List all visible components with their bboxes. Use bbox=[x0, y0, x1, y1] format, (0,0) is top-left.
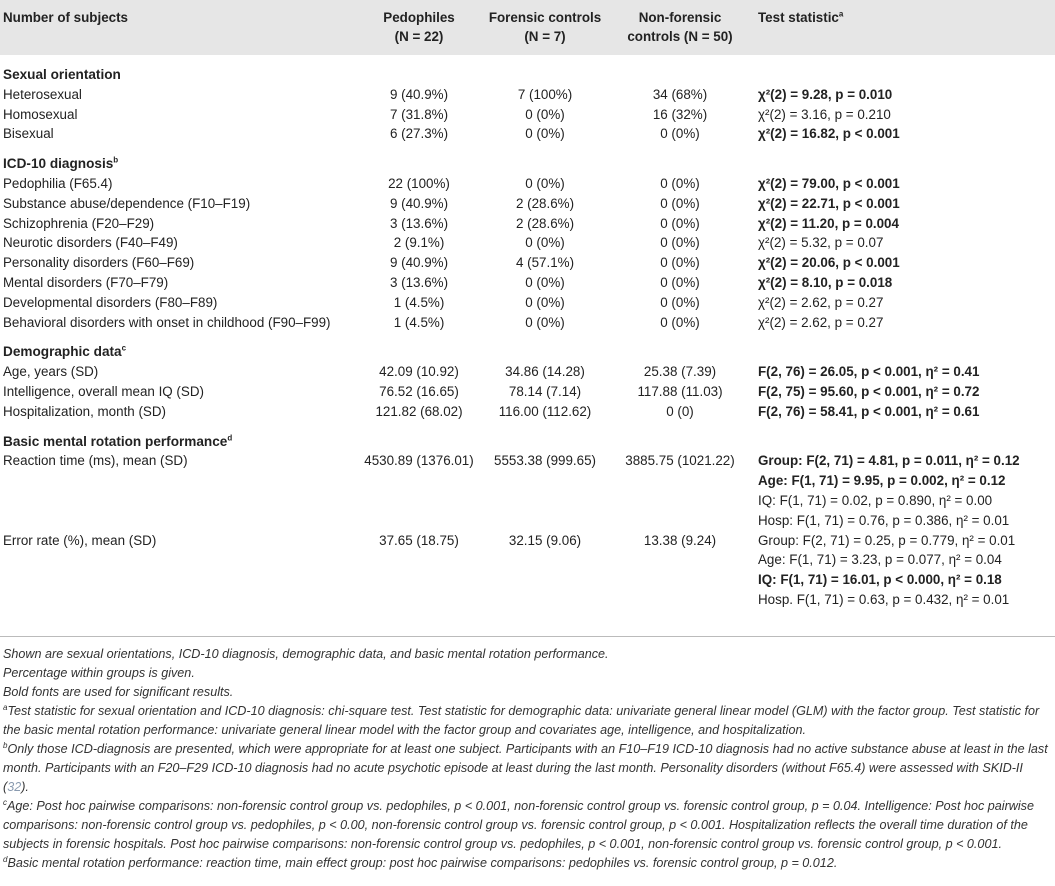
row-label: Error rate (%), mean (SD) bbox=[3, 532, 157, 548]
cell-forensic-controls: 34.86 (14.28) bbox=[505, 364, 585, 380]
stat-line: Age: F(1, 71) = 9.95, p = 0.002, η² = 0.12 bbox=[758, 473, 1006, 489]
cell-non-forensic-controls: 0 (0%) bbox=[660, 126, 700, 142]
header-subjects: Number of subjects bbox=[0, 0, 358, 55]
row-label: Bisexual bbox=[3, 126, 54, 142]
cell-forensic-controls: 0 (0%) bbox=[525, 314, 565, 330]
row-label: Behavioral disorders with onset in childhood (F90–F99) bbox=[3, 314, 331, 330]
stat-line: IQ: F(1, 71) = 16.01, p < 0.000, η² = 0.18 bbox=[758, 572, 1002, 588]
cell-non-forensic-controls: 117.88 (11.03) bbox=[637, 383, 723, 399]
cell-pedophiles: 9 (40.9%) bbox=[389, 86, 449, 102]
cell-test-statistic: χ²(2) = 2.62, p = 0.27 bbox=[758, 294, 884, 310]
table-row bbox=[0, 85, 1055, 105]
table-notes bbox=[0, 636, 1055, 873]
header-non-forensic-controls: Non-forensic controls (N = 50) bbox=[610, 0, 750, 55]
table-row bbox=[0, 105, 1055, 125]
table-row bbox=[0, 362, 1055, 382]
footnote-a: $^a$Test statistic for sexual orientation and ICD-10 diagnosis: chi-square test. Test statistic for demographic data: univariate general linear model (GLM) with the factor group. Test statistic for the basic mental rotation performance: univariate general linear model with the factor group and covariates age, intelligence, and hospitalization. bbox=[3, 702, 1040, 737]
table-row bbox=[0, 402, 1055, 422]
stat-line: IQ: F(1, 71) = 0.02, p = 0.890, η² = 0.00 bbox=[758, 492, 993, 508]
cell-forensic-controls: 2 (28.6%) bbox=[515, 195, 575, 211]
cell-forensic-controls: 0 (0%) bbox=[525, 126, 565, 142]
cell-pedophiles: 42.09 (10.92) bbox=[379, 364, 459, 380]
cell-pedophiles: 2 (9.1%) bbox=[393, 235, 445, 251]
cell-forensic-controls: 5553.38 (999.65) bbox=[494, 453, 596, 469]
row-label: Mental disorders (F70–F79) bbox=[3, 274, 169, 290]
cell-non-forensic-controls: 0 (0%) bbox=[660, 255, 700, 271]
row-label: Personality disorders (F60–F69) bbox=[3, 255, 195, 271]
cell-forensic-controls: 116.00 (112.62) bbox=[498, 403, 592, 419]
table-row bbox=[0, 293, 1055, 313]
table-row bbox=[0, 313, 1055, 333]
cell-non-forensic-controls: 0 (0%) bbox=[660, 215, 700, 231]
cell-test-statistic: χ²(2) = 79.00, p < 0.001 bbox=[758, 175, 900, 191]
note-2: Percentage within groups is given. bbox=[3, 666, 195, 680]
cell-test-statistic: F(2, 76) = 58.41, p < 0.001, η² = 0.61 bbox=[758, 403, 980, 419]
note-1: Shown are sexual orientations, ICD-10 diagnosis, demographic data, and basic mental rotation performance. bbox=[3, 647, 609, 661]
cell-forensic-controls: 2 (28.6%) bbox=[515, 215, 575, 231]
table-row bbox=[0, 531, 1055, 610]
cell-forensic-controls: 0 (0%) bbox=[525, 175, 565, 191]
footnote-c: $^c$Age: Post hoc pairwise comparisons: non-forensic control group vs. pedophiles, p < 0.001, non-forensic control group vs. forensic control group, p = 0.04. Intelligence: Post hoc pairwise comparisons: non-forensic control group vs. pedophiles, p < 0.00, non-forensic control group vs. forensic control group, p < 0.001. Hospitalization reflects the overall time duration of the subjects in forensic hospitals. Post hoc pairwise comparisons: non-forensic control group vs. pedophiles, p < 0.001, non-forensic control group vs. forensic control group, p < 0.001. bbox=[3, 797, 1034, 851]
section-header bbox=[0, 55, 1055, 85]
cell-test-statistic: F(2, 75) = 95.60, p < 0.001, η² = 0.72 bbox=[758, 383, 980, 399]
table-row bbox=[0, 124, 1055, 144]
cell-forensic-controls: 4 (57.1%) bbox=[515, 255, 575, 271]
cell-pedophiles: 4530.89 (1376.01) bbox=[364, 453, 474, 469]
cell-forensic-controls: 78.14 (7.14) bbox=[508, 383, 582, 399]
cell-non-forensic-controls: 3885.75 (1021.22) bbox=[625, 453, 735, 469]
cell-test-statistic: χ²(2) = 20.06, p < 0.001 bbox=[758, 255, 900, 271]
cell-test-statistic: χ²(2) = 22.71, p < 0.001 bbox=[758, 195, 900, 211]
cell-test-statistic bbox=[750, 531, 1055, 610]
row-label: Heterosexual bbox=[3, 86, 82, 102]
row-label: Schizophrenia (F20–F29) bbox=[3, 215, 155, 231]
stat-line: Group: F(2, 71) = 0.25, p = 0.779, η² = 0.01 bbox=[758, 532, 1016, 548]
cell-forensic-controls: 0 (0%) bbox=[525, 106, 565, 122]
cell-forensic-controls: 0 (0%) bbox=[525, 294, 565, 310]
header-pedophiles: Pedophiles (N = 22) bbox=[358, 0, 480, 55]
cell-test-statistic: χ²(2) = 8.10, p = 0.018 bbox=[758, 274, 893, 290]
cell-pedophiles: 121.82 (68.02) bbox=[375, 403, 463, 419]
cell-forensic-controls: 7 (100%) bbox=[517, 86, 573, 102]
row-label: Homosexual bbox=[3, 106, 78, 122]
table-row bbox=[0, 451, 1055, 530]
cell-pedophiles: 9 (40.9%) bbox=[389, 255, 449, 271]
cell-test-statistic: χ²(2) = 2.62, p = 0.27 bbox=[758, 314, 884, 330]
cell-forensic-controls: 32.15 (9.06) bbox=[508, 532, 582, 548]
section-title: Demographic data$^c$ bbox=[3, 343, 127, 360]
stat-line: Group: F(2, 71) = 4.81, p = 0.011, η² = 0.12 bbox=[758, 453, 1020, 469]
stat-line: Hosp. F(1, 71) = 0.63, p = 0.432, η² = 0.01 bbox=[758, 591, 1010, 607]
cell-pedophiles: 1 (4.5%) bbox=[393, 314, 445, 330]
footnote-d: $^d$Basic mental rotation performance: reaction time, main effect group: post hoc pairwise comparisons: pedophiles vs. forensic control group, p = 0.012. bbox=[3, 854, 838, 870]
cell-pedophiles: 22 (100%) bbox=[388, 175, 450, 191]
cell-test-statistic: χ²(2) = 9.28, p = 0.010 bbox=[758, 86, 893, 102]
cell-non-forensic-controls: 0 (0) bbox=[666, 403, 694, 419]
cell-forensic-controls: 0 (0%) bbox=[525, 274, 565, 290]
cell-non-forensic-controls: 0 (0%) bbox=[660, 314, 700, 330]
cell-non-forensic-controls: 13.38 (9.24) bbox=[643, 532, 717, 548]
row-label: Hospitalization, month (SD) bbox=[3, 403, 166, 419]
cell-non-forensic-controls: 25.38 (7.39) bbox=[643, 364, 717, 380]
section-header bbox=[0, 332, 1055, 362]
stat-line: Age: F(1, 71) = 3.23, p = 0.077, η² = 0.04 bbox=[758, 552, 1002, 568]
cell-pedophiles: 3 (13.6%) bbox=[389, 215, 449, 231]
cell-pedophiles: 37.65 (18.75) bbox=[379, 532, 459, 548]
cell-test-statistic: F(2, 76) = 26.05, p < 0.001, η² = 0.41 bbox=[758, 364, 980, 380]
section-header bbox=[0, 144, 1055, 174]
section-header bbox=[0, 422, 1055, 452]
cell-non-forensic-controls: 0 (0%) bbox=[660, 175, 700, 191]
table-row bbox=[0, 233, 1055, 253]
section-title: ICD-10 diagnosis$^b$ bbox=[3, 155, 119, 172]
row-label: Substance abuse/dependence (F10–F19) bbox=[3, 195, 251, 211]
cell-pedophiles: 76.52 (16.65) bbox=[379, 383, 459, 399]
cell-test-statistic: χ²(2) = 3.16, p = 0.210 bbox=[758, 106, 891, 122]
cell-pedophiles: 3 (13.6%) bbox=[389, 274, 449, 290]
cell-non-forensic-controls: 0 (0%) bbox=[660, 294, 700, 310]
cell-test-statistic: χ²(2) = 11.20, p = 0.004 bbox=[758, 215, 899, 231]
row-label: Intelligence, overall mean IQ (SD) bbox=[3, 383, 204, 399]
cell-test-statistic bbox=[750, 451, 1055, 530]
cell-pedophiles: 6 (27.3%) bbox=[389, 126, 449, 142]
header-forensic-controls: Forensic controls (N = 7) bbox=[480, 0, 610, 55]
note-3: Bold fonts are used for significant results. bbox=[3, 685, 234, 699]
cell-pedophiles: 1 (4.5%) bbox=[393, 294, 445, 310]
cell-non-forensic-controls: 0 (0%) bbox=[660, 235, 700, 251]
cell-pedophiles: 7 (31.8%) bbox=[389, 106, 449, 122]
table-row bbox=[0, 253, 1055, 273]
table-row bbox=[0, 194, 1055, 214]
cell-forensic-controls: 0 (0%) bbox=[525, 235, 565, 251]
section-title: Basic mental rotation performance$^d$ bbox=[3, 433, 233, 449]
stat-line: Hosp: F(1, 71) = 0.76, p = 0.386, η² = 0.01 bbox=[758, 512, 1010, 528]
table-row bbox=[0, 174, 1055, 194]
header-test-statistic: Test statistic$^a$ bbox=[750, 0, 1055, 55]
section-title: Sexual orientation bbox=[3, 67, 121, 82]
row-label: Pedophilia (F65.4) bbox=[3, 175, 113, 191]
row-label: Developmental disorders (F80–F89) bbox=[3, 294, 218, 310]
cell-non-forensic-controls: 0 (0%) bbox=[660, 195, 700, 211]
table-row bbox=[0, 214, 1055, 234]
row-label: Age, years (SD) bbox=[3, 364, 99, 380]
cell-test-statistic: χ²(2) = 5.32, p = 0.07 bbox=[758, 235, 884, 251]
cell-test-statistic: χ²(2) = 16.82, p < 0.001 bbox=[758, 126, 900, 142]
cell-non-forensic-controls: 0 (0%) bbox=[660, 274, 700, 290]
row-label: Reaction time (ms), mean (SD) bbox=[3, 453, 188, 469]
row-label: Neurotic disorders (F40–F49) bbox=[3, 235, 178, 251]
table-row bbox=[0, 382, 1055, 402]
footnote-b: $^b$Only those ICD-diagnosis are presented, which were appropriate for at least one subject. Participants with an F10–F19 ICD-10 diagnosis had no active substance abuse at least in the last month. Participants with an F20–F29 ICD-10 diagnosis had no acute psychotic episode at least during the last month. Personality disorders (without F65.4) were assessed with SKID-II (32). bbox=[3, 740, 1048, 794]
table-body bbox=[0, 55, 1055, 610]
cell-pedophiles: 9 (40.9%) bbox=[389, 195, 449, 211]
cell-non-forensic-controls: 16 (32%) bbox=[652, 106, 708, 122]
table-header bbox=[0, 0, 1055, 55]
cell-non-forensic-controls: 34 (68%) bbox=[652, 86, 708, 102]
reference-link[interactable]: 32 bbox=[7, 780, 22, 794]
table-row bbox=[0, 273, 1055, 293]
